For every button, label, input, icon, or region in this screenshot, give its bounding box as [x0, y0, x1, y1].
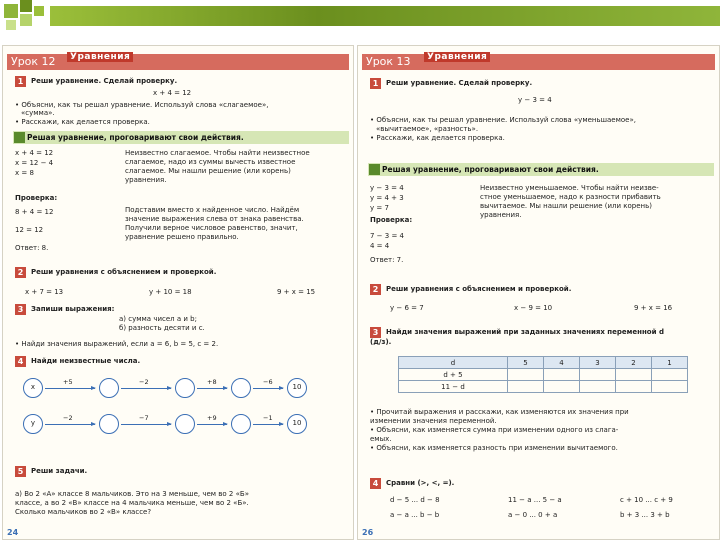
check-line: 12 = 12: [15, 226, 44, 234]
problem-text: классе, а во 2 «В» классе на 4 мальчика меньше, чем во 2 «Б».: [15, 499, 249, 507]
compare-expression: a − 0 ... 0 + a: [508, 511, 558, 519]
compare-expression: d − 5 ... d − 8: [390, 496, 440, 504]
problem-text: Сколько мальчиков во 2 «В» классе?: [15, 508, 152, 516]
explanation-text: уравнения.: [480, 211, 522, 219]
task-number: 1: [370, 78, 381, 89]
equation: y + 10 = 18: [149, 288, 192, 296]
textbook-page-left: [2, 45, 354, 540]
check-line: 7 − 3 = 4: [370, 232, 404, 240]
chain-start-circle: x: [23, 378, 43, 398]
slide-decoration: [0, 0, 720, 40]
task-title: Реши уравнение. Сделай проверку.: [31, 77, 178, 85]
table-header-cell: 5: [508, 357, 544, 369]
chain-operation: +5: [63, 378, 73, 386]
explanation-text: Подставим вместо x найденное число. Найдём: [125, 206, 300, 214]
task-title: Сравни (>, <, =).: [386, 479, 455, 487]
solution-line: x + 4 = 12: [15, 149, 54, 157]
header-band: [50, 6, 720, 26]
explanation-text: уравнения.: [125, 176, 167, 184]
bullet-text: емых.: [370, 435, 392, 443]
chain-operation: −1: [263, 414, 273, 422]
chain-operation: +9: [207, 414, 217, 422]
task-title: Реши уравнения с объяснением и проверкой.: [31, 268, 217, 276]
equation: y − 3 = 4: [518, 96, 552, 104]
task-title: Запиши выражения:: [31, 305, 115, 313]
task-number: 2: [370, 284, 381, 295]
check-label: Проверка:: [15, 194, 58, 202]
explanation-text: значение выражения слева от знака равенства.: [125, 215, 304, 223]
answer-text: Ответ: 7.: [370, 256, 404, 264]
section-header: Решая уравнение, проговаривают свои действия.: [13, 131, 349, 144]
table-header-cell: 3: [579, 357, 615, 369]
solution-line: y − 3 = 4: [370, 184, 404, 192]
check-line: 8 + 4 = 12: [15, 208, 54, 216]
lesson-number: Урок 12: [11, 55, 56, 68]
explanation-text: Получили верное числовое равенство, значит,: [125, 224, 298, 232]
table-header-cell: 4: [543, 357, 579, 369]
bullet-text: • Расскажи, как делается проверка.: [15, 118, 150, 126]
check-line: 4 = 4: [370, 242, 390, 250]
page-number: 26: [362, 528, 374, 537]
chain-empty-circle: [99, 378, 119, 398]
task-number: 4: [370, 478, 381, 489]
chain-operation: −7: [139, 414, 149, 422]
chain-operation: +8: [207, 378, 217, 386]
explanation-text: вычитаемое. Мы нашли решение (или корень): [480, 202, 652, 210]
values-table: [398, 356, 688, 393]
explanation-text: Неизвестно слагаемое. Чтобы найти неизвестное: [125, 149, 310, 157]
explanation-text: Неизвестно уменьшаемое. Чтобы найти неизве-: [480, 184, 659, 192]
solution-line: y = 4 + 3: [370, 194, 404, 202]
solution-line: x = 8: [15, 169, 34, 177]
explanation-text: уравнение решено правильно.: [125, 233, 239, 241]
compare-expression: c + 10 ... c + 9: [620, 496, 673, 504]
equation: y − 6 = 7: [390, 304, 424, 312]
table-header-cell: 1: [651, 357, 687, 369]
task-title: Реши задачи.: [31, 467, 88, 475]
chain-empty-circle: [99, 414, 119, 434]
task-number: 1: [15, 76, 26, 87]
lesson-topic: Уравнения: [424, 52, 490, 62]
task-item: б) разность десяти и c.: [119, 324, 205, 332]
task-number: 3: [15, 304, 26, 315]
answer-text: Ответ: 8.: [15, 244, 49, 252]
chain-end-circle: 10: [287, 378, 307, 398]
task-item: а) сумма чисел a и b;: [119, 315, 197, 323]
textbook-page-right: [357, 45, 720, 540]
lesson-header: [7, 54, 349, 70]
equation: x − 9 = 10: [514, 304, 553, 312]
bullet-text: • Найди значения выражений, если a = 6, b = 5, c = 2.: [15, 340, 219, 348]
problem-text: а) Во 2 «А» классе 8 мальчиков. Это на 3 меньше, чем во 2 «Б»: [15, 490, 249, 498]
equation: x + 7 = 13: [25, 288, 64, 296]
lesson-topic: Уравнения: [67, 52, 133, 62]
chain-operation: −2: [63, 414, 73, 422]
bullet-text: изменении значения переменной.: [370, 417, 497, 425]
bullet-text: • Объясни, как ты решал уравнение. Используй слова «уменьшаемое»,: [370, 116, 636, 124]
task-number: 5: [15, 466, 26, 477]
task-title: Реши уравнения с объяснением и проверкой.: [386, 285, 572, 293]
bullet-text: • Объясни, как ты решал уравнение. Используй слова «слагаемое»,: [15, 101, 269, 109]
chain-empty-circle: [175, 414, 195, 434]
task-number: 3: [370, 327, 381, 338]
task-number: 2: [15, 267, 26, 278]
chain-empty-circle: [231, 378, 251, 398]
section-header: Решая уравнение, проговаривают свои действия.: [368, 163, 714, 176]
equation: 9 + x = 16: [634, 304, 673, 312]
page-number: 24: [7, 528, 19, 537]
chain-start-circle: y: [23, 414, 43, 434]
equation: 9 + x = 15: [277, 288, 316, 296]
bullet-text: «сумма».: [21, 109, 55, 117]
table-header-cell: 2: [615, 357, 651, 369]
chain-empty-circle: [175, 378, 195, 398]
solution-line: x = 12 − 4: [15, 159, 54, 167]
explanation-text: стное уменьшаемое, надо к разности прибавить: [480, 193, 661, 201]
task-title: Реши уравнение. Сделай проверку.: [386, 79, 533, 87]
chain-empty-circle: [231, 414, 251, 434]
table-header-cell: d: [399, 357, 508, 369]
table-row-label: d + 5: [399, 369, 508, 381]
task-number: 4: [15, 356, 26, 367]
equation: x + 4 = 12: [153, 89, 192, 97]
bullet-text: «вычитаемое», «разность».: [376, 125, 479, 133]
task-title: Найди значения выражений при заданных значениях переменной d: [386, 328, 664, 336]
chain-operation: −6: [263, 378, 273, 386]
bullet-text: • Объясни, как изменяется сумма при изменении одного из слага-: [370, 426, 619, 434]
lesson-header: [362, 54, 715, 70]
bullet-text: • Расскажи, как делается проверка.: [370, 134, 505, 142]
task-title-cont: (д/з).: [370, 338, 392, 346]
compare-expression: b + 3 ... 3 + b: [620, 511, 670, 519]
bullet-text: • Прочитай выражения и расскажи, как изменяются их значения при: [370, 408, 629, 416]
chain-end-circle: 10: [287, 414, 307, 434]
explanation-text: слагаемое, надо из суммы вычесть известное: [125, 158, 296, 166]
lesson-number: Урок 13: [366, 55, 411, 68]
chain-operation: −2: [139, 378, 149, 386]
explanation-text: слагаемое. Мы нашли решение (или корень): [125, 167, 291, 175]
compare-expression: a − a ... b − b: [390, 511, 440, 519]
task-title: Найди неизвестные числа.: [31, 357, 141, 365]
bullet-text: • Объясни, как изменяется разность при изменении вычитаемого.: [370, 444, 618, 452]
check-label: Проверка:: [370, 216, 413, 224]
solution-line: y = 7: [370, 204, 389, 212]
compare-expression: 11 − a ... 5 − a: [508, 496, 562, 504]
table-row-label: 11 − d: [399, 381, 508, 393]
